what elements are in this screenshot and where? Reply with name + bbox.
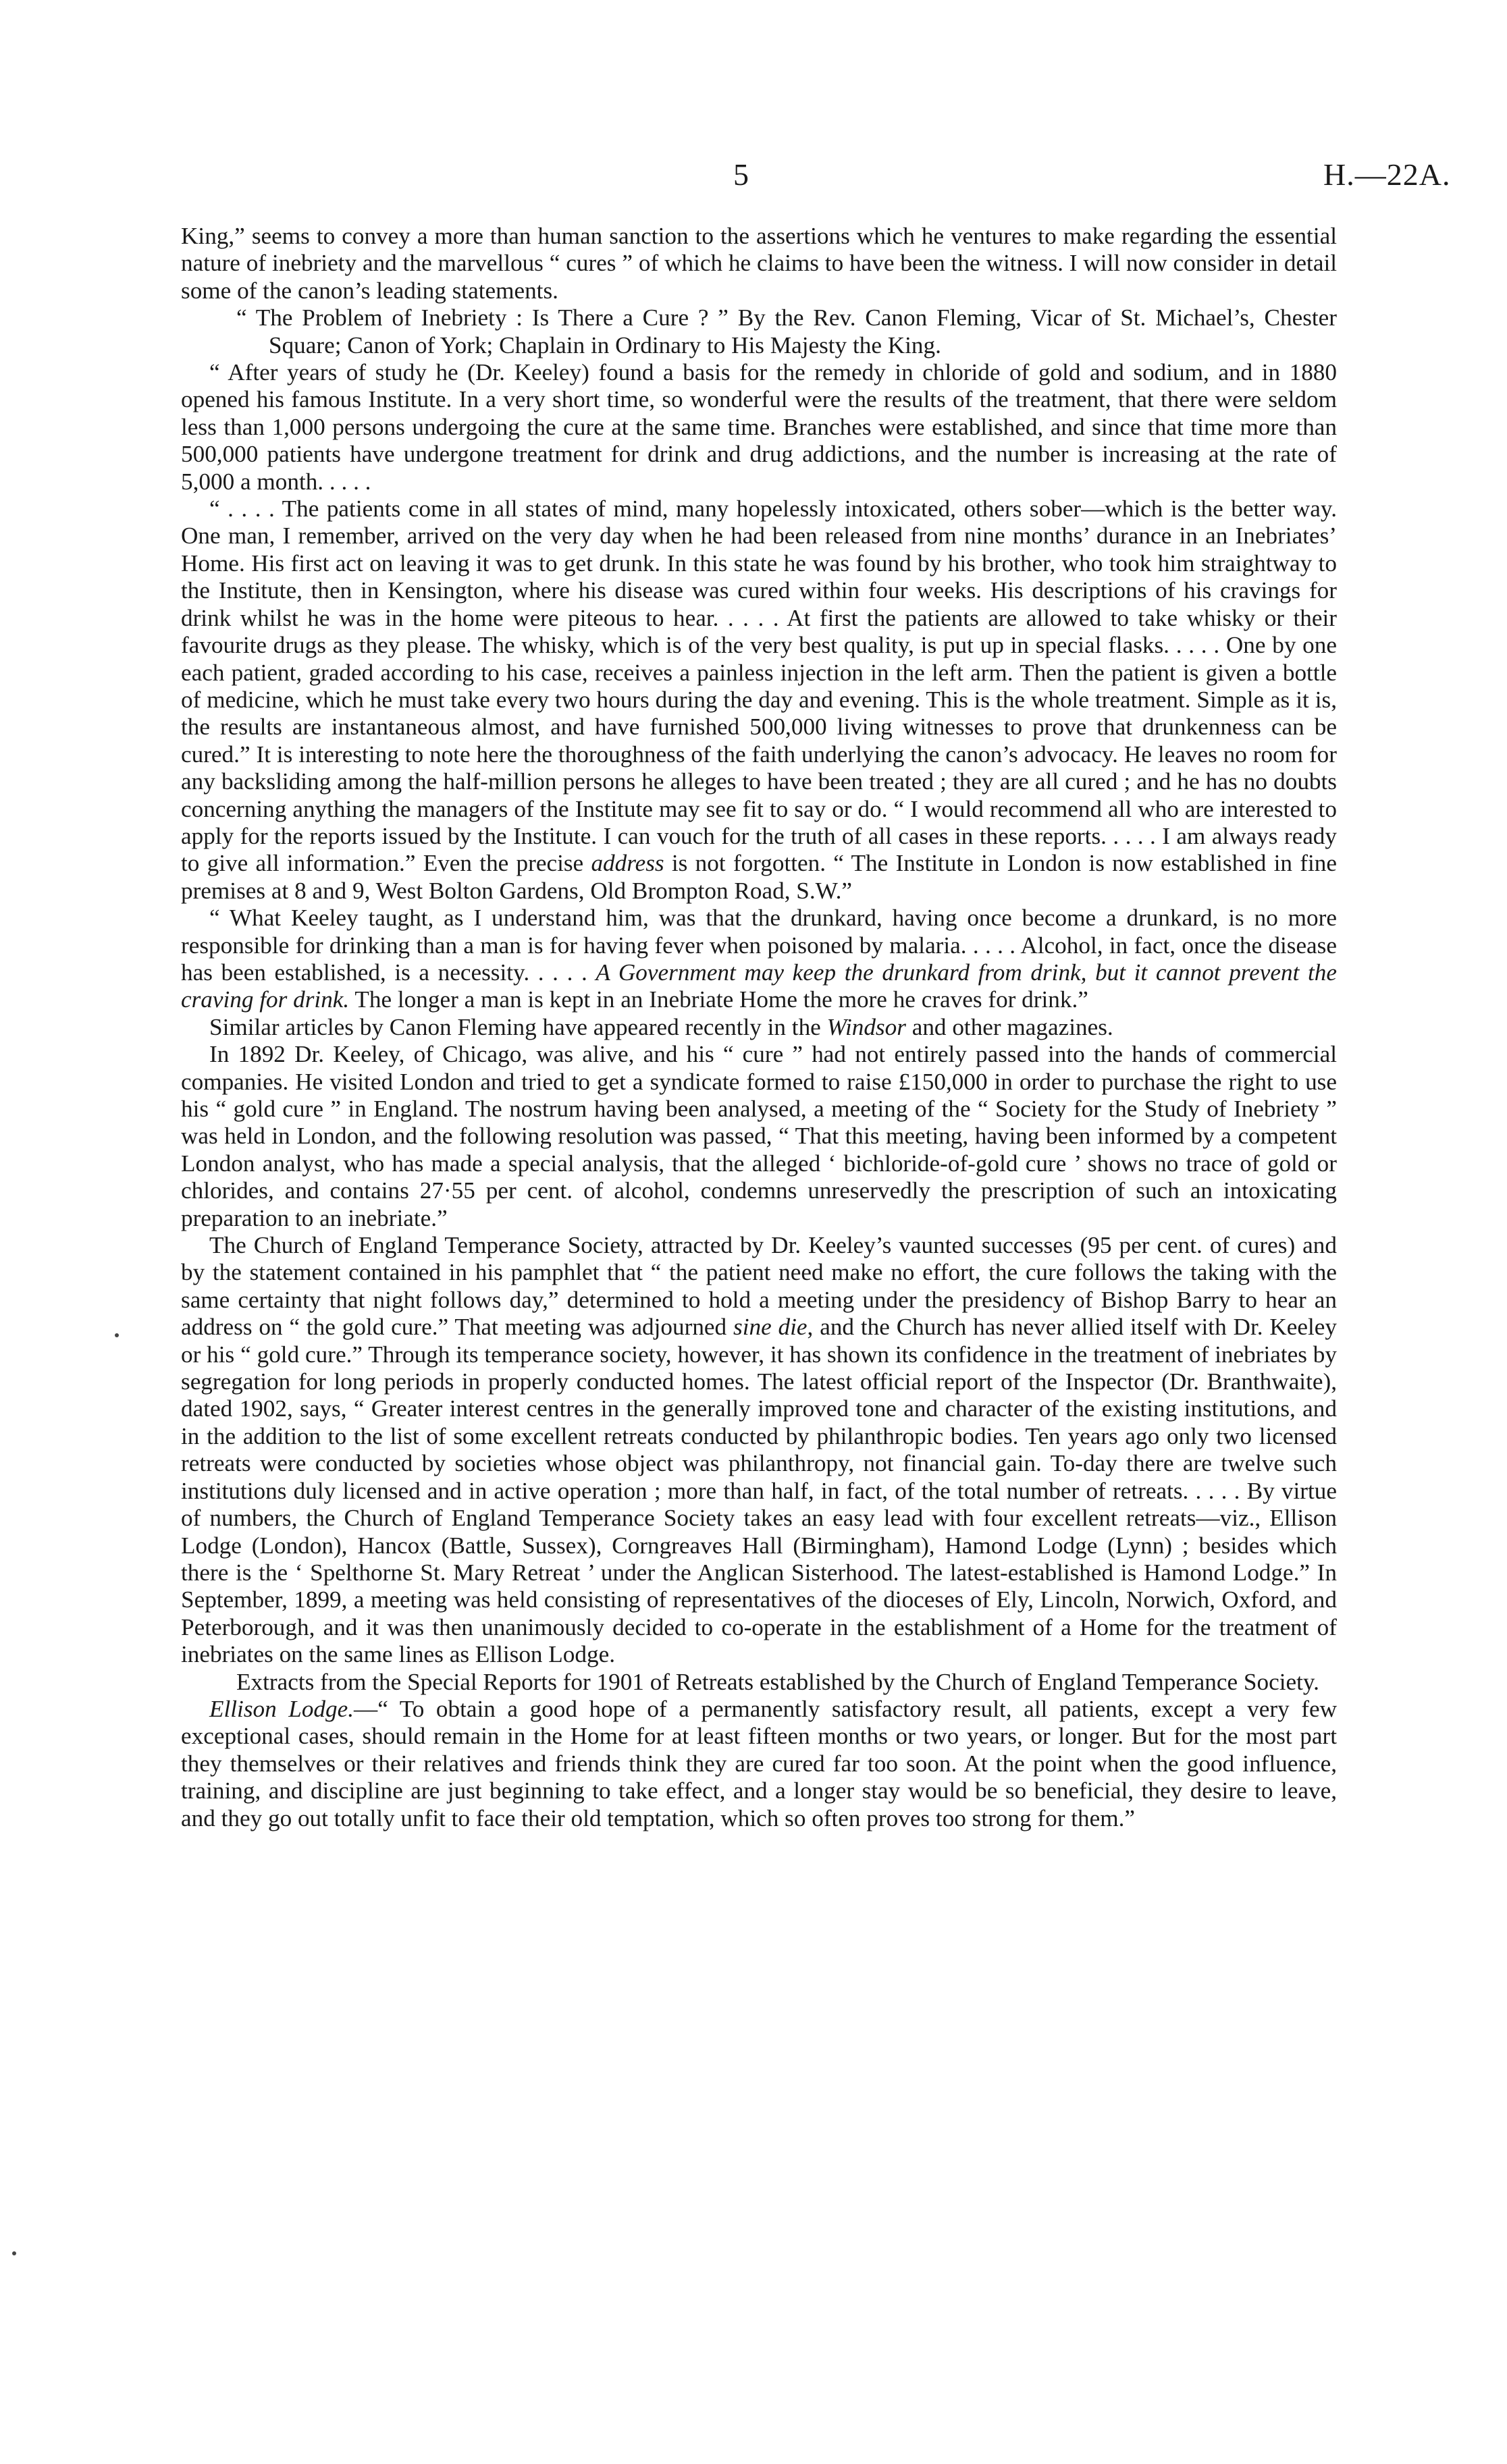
margin-dot-mark — [12, 2251, 16, 2255]
text-run: —“ To obtain a good hope of a permanently satisfactory result, all patients, except a very few exceptional cases, should remain in the Home for at least fifteen months or two years, or longer. But for the most part they themselves or their relatives and friends think they are cured far too soon. At the point when the good influence, training, and discipline are just beginning to take effect, and a longer stay would be so beneficial, they desire to leave, and they go out totally unfit to face their old temptation, which so often proves too strong for them.” — [181, 1695, 1337, 1831]
text-run: , and the Church has never allied itself with Dr. Keeley or his “ gold cure.” Through its temperance society, however, it has shown its confidence in the treatment of inebriates by segregation for long periods in properly conducted homes. The latest official report of the Inspector (Dr. Branthwaite), dated 1902, says, “ Greater interest centres in the generally improved tone and character of the existing institutions, and in the addition to the list of some excellent retreats conducted by philanthropic bodies. Ten years ago only two licensed retreats were conducted by societies whose object was philanthropy, not financial gain. To-day there are twelve such institutions duly licensed and in active operation ; more than half, in fact, of the total number of retreats. . . . . By virtue of numbers, the Church of England Temperance Society takes an easy lead with four excellent retreats—viz., Ellison Lodge (London), Hancox (Battle, Sussex), Corngreaves Hall (Birmingham), Hamond Lodge (Lynn) ; besides which there is the ‘ Spelthorne St. Mary Retreat ’ under the Anglican Sisterhood. The latest-established is Hamond Lodge.” In September, 1899, a meeting was held consisting of representatives of the dioceses of Ely, Lincoln, Norwich, Oxford, and Peterborough, and it was then unanimously decided to co-operate in the establishment of a Home for the treatment of inebriates on the same lines as Ellison Lodge. — [181, 1314, 1338, 1668]
paragraph — [181, 1232, 1337, 1669]
italic-text: sine die — [733, 1314, 808, 1341]
italic-text: A Government may keep the drunkard from drink, but it cannot prevent the craving for drink. — [181, 959, 1338, 1013]
paragraph: “ After years of study he (Dr. Keeley) found a basis for the remedy in chloride of gold and sodium, and in 1880 opened his famous Institute. In a very short time, so wonderful were the results of the treatment, that there were seldom less than 1,000 persons undergoing the cure at the same time. Branches were established, and since that time more than 500,000 patients have undergone treatment for drink and drug addictions, and the number is increasing at the rate of 5,000 a month. . . . . — [181, 359, 1337, 495]
paragraph: King,” seems to convey a more than human sanction to the assertions which he ventures to make regarding the essential nature of inebriety and the marvellous “ cures ” of which he claims to have been the witness. I will now consider in detail some of the canon’s leading statements. — [181, 223, 1337, 304]
text-run: The longer a man is kept in an Inebriate Home the more he craves for drink.” — [354, 986, 1088, 1013]
cited-title: “ The Problem of Inebriety : Is There a Cure ? ” By the Rev. Canon Fleming, Vicar of St. Michael’s, Chester Square; Canon of York; Chaplain in Ordinary to His Majesty the King. — [236, 304, 1337, 358]
paragraph — [181, 1696, 1337, 1832]
text-run: is not forgotten. “ The Institute in London is now established in fine premises at 8 and 9, West Bolton Gardens, Old Brompton Road, S.W.” — [181, 850, 1337, 904]
italic-text: Ellison Lodge. — [209, 1695, 354, 1722]
paragraph — [181, 496, 1337, 905]
page-header — [0, 157, 1507, 204]
document-code: H.—22A. — [1323, 157, 1451, 192]
text-run: “ . . . . The patients come in all states of mind, many hopelessly intoxicated, others sober—which is the better way. One man, I remember, arrived on the very day when he had been released from nine months’ durance in an Inebriates’ Home. His first act on leaving it was to get drunk. In this state he was found by his brother, who took him straightway to the Institute, then in Kensington, where his disease was cured within four weeks. His descriptions of his cravings for drink whilst he was in the home were piteous to hear. . . . . At first the patients are allowed to take whisky or their favourite drugs as they please. The whisky, which is of the very best quality, is put up in special flasks. . . . . One by one each patient, graded according to his case, receives a painless injection in the left arm. Then the patient is given a bottle of medicine, which he must take every two hours during the day and evening. This is the whole treatment. Simple as it is, the results are instantaneous almost, and have furnished 500,000 living witnesses to prove that drunkenness can be cured.” It is interesting to note here the thoroughness of the faith underlying the canon’s advocacy. He leaves no room for any backsliding among the half-million persons he alleges to have been treated ; they are all cured ; and he has no doubts concerning anything the managers of the Institute may see fit to say or do. “ I would recommend all who are interested to apply for the reports issued by the Institute. I can vouch for the truth of all cases in these reports. . . . . I am always ready to give all information.” Even the precise — [181, 496, 1337, 877]
page-number: 5 — [733, 157, 749, 192]
italic-text: Windsor — [826, 1013, 906, 1040]
margin-dot-mark — [115, 1333, 119, 1337]
text-run: Similar articles by Canon Fleming have appeared recently in the — [209, 1013, 821, 1040]
paragraph — [181, 905, 1337, 1014]
section-heading: Extracts from the Special Reports for 1901 of Retreats established by the Church of England Temperance Society. — [236, 1668, 1319, 1695]
paragraph: In 1892 Dr. Keeley, of Chicago, was alive, and his “ cure ” had not entirely passed into the hands of commercial companies. He visited London and tried to get a syndicate formed to raise £150,000 in order to purchase the right to use his “ gold cure ” in England. The nostrum having been analysed, a meeting of the “ Society for the Study of Inebriety ” was held in London, and the following resolution was passed, “ That this meeting, having been informed by a competent London analyst, who has made a special analysis, that the alleged ‘ bichloride-of-gold cure ’ shows no trace of gold or chlorides, and contains 27·55 per cent. of alcohol, condemns unreservedly the prescription of such an intoxicating preparation to an inebriate.” — [181, 1041, 1337, 1231]
italic-text: address — [591, 850, 664, 877]
text-run: “ What Keeley taught, as I understand him, was that the drunkard, having once become a drunkard, is no more responsible for drinking than a man is for having fever when poisoned by malaria. . . . . Alcohol, in fact, once the disease has been established, is a necessity. . . . . — [181, 905, 1337, 986]
text-run: The Church of England Temperance Society, attracted by Dr. Keeley’s vaunted successes (95 per cent. of cures) and by the statement contained in his pamphlet that “ the patient need make no effort, the cure follows the taking with the same certainty that night follows day,” determined to hold a meeting under the presidency of Bishop Barry to hear an address on “ the gold cure.” That meeting was adjourned — [181, 1232, 1337, 1341]
text-run: and other magazines. — [911, 1013, 1113, 1040]
body-text — [181, 223, 1337, 1832]
paragraph — [181, 1014, 1337, 1041]
